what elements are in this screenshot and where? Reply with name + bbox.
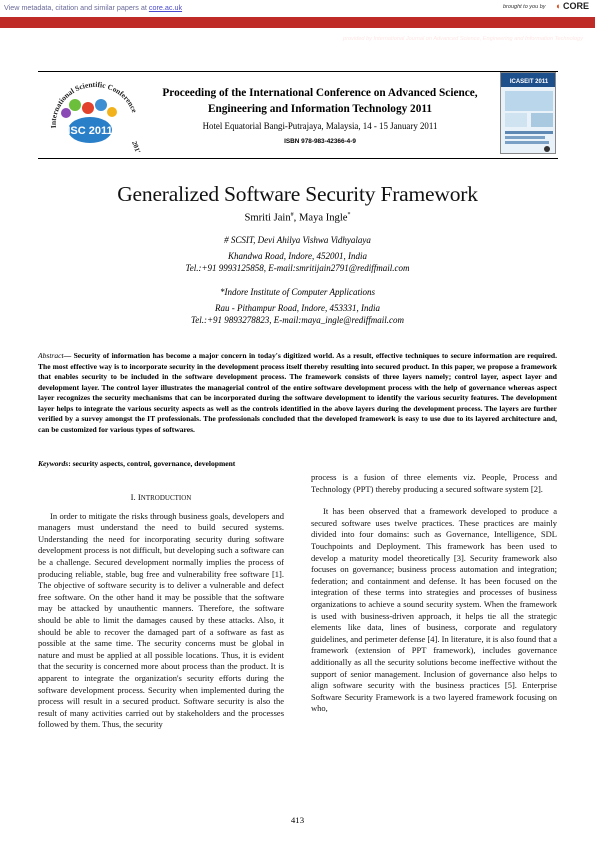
author-1: Smriti Jain xyxy=(244,212,291,224)
section-title-rest: NTRODUCTION xyxy=(140,494,192,502)
logo-main-text: ISC 2011 xyxy=(67,125,113,137)
author-2-mark: * xyxy=(347,212,351,218)
author-2: , Maya Ingle xyxy=(293,212,348,224)
keywords-body: : security aspects, control, governance, development xyxy=(68,459,236,468)
logo-figure-purple xyxy=(61,108,71,118)
affiliation-2-line1: *Indore Institute of Computer Applications xyxy=(220,287,375,297)
provided-by-link[interactable]: provided by International Journal on Advanced Science, Engineering and Information Technology xyxy=(343,35,583,42)
conference-isbn: ISBN 978-983-42366-4-9 xyxy=(284,138,356,145)
keywords xyxy=(38,459,557,468)
logo-figure-green xyxy=(69,99,81,111)
paragraph-gap xyxy=(311,495,557,506)
paper-title: Generalized Software Security Framework xyxy=(117,182,478,206)
conference-title-line1: Proceeding of the International Conference on Advanced Science, xyxy=(162,87,478,99)
brought-by-text: brought to you by xyxy=(503,4,546,10)
header-rule-bottom xyxy=(38,158,558,159)
right-paragraph-1: It has been observed that a framework developed to produce a secured software uses twelve practices. These practices are mainly divided into four domains: such as Governance, Intelligence, SDL Touchpoints and Deployment. This framework has been used to develop a maturity model theoretically [3]. Security framework also focuses on governance; business process automation and integration; federation; and containment and defense. It has been focused on the integration of these terms into strategies and processes of business organizations to achieve a sound security system. When the framework is used with business-driven approach, it helps tie all the strategic elements like data, lines of business, corporate and regulatory guidelines, and perimeter defense [4]. In literature, it is also found that a framework (extension of PPT framework), includes governance additionally as all the security solutions become ineffective without the support of senior management. Inclusion of governance also helps to align software security with the business practices [5]. Enterprise Software Security Framework is a two layered framework focusing on who, xyxy=(311,506,557,714)
affiliation-2 xyxy=(0,286,595,327)
logo-figure-red xyxy=(82,102,94,114)
conference-venue: Hotel Equatorial Bangi-Putrajaya, Malaysia, 14 - 15 January 2011 xyxy=(202,121,438,131)
conference-title-line2: Engineering and Information Technology 2011 xyxy=(207,102,433,115)
section-heading xyxy=(38,492,284,505)
abstract xyxy=(38,351,557,435)
paper-authors xyxy=(0,212,595,224)
view-link-prefix: View metadata, citation and similar papers at xyxy=(4,3,149,12)
core-logo[interactable] xyxy=(555,1,589,11)
abstract-body: — Security of information has become a major concern in today's digitized world. As a result, effective techniques to secure information are required. The most effective way is to incorporate security in the development process itself thereby resulting into secured product. In this paper, we propose a framework that enables security to be included in the software development process. The framework consists of three layers namely; control layer, aspect layer and development layer. The control layer illustrates the managerial control of the entire software development process with the help of governance whereas aspect layer recognizes the security mechanisms that can be incorporated during the software development to identify the various security features. The development layer helps to integrate the various security aspects as well as the controls identified in the above layers during the development process. The layers are further verified by a survey amongst the IT professionals. The professionals concluded that the developed framework is easy to use due to its layered architecture and, can be customized for various types of softwares. xyxy=(38,351,557,434)
affiliation-1-line3: Tel.:+91 9993125858, E-mail:smritijain2791@rediffmail.com xyxy=(185,263,410,274)
right-paragraph-0: process is a fusion of three elements viz. People, Process and Technology (PPT) thereby producing a secured software system [2]. xyxy=(311,472,557,494)
conference-title xyxy=(146,86,494,117)
core-logo-icon: ◖ xyxy=(555,1,561,11)
affiliation-1-line2: Khandwa Road, Indore, 452001, India xyxy=(228,251,367,262)
conference-logo xyxy=(38,80,144,152)
intro-paragraph-1: In order to mitigate the risks through business goals, developers and managers must understand the need to build secured systems. Understanding the need for incorporating security during software development process is not difficult, but developing such a software can be a challenge. Secured development normally implies the process of producing reliable, stable, bug free and vulnerability free software [1]. The objective of software security is to deliver a vulnerable and defect free software. On the other hand it may be possible that the software may be attacked by unauthentic manners. Therefore, the software should be able to limit the damages caused by these attacks. Also, it should be able to recover the damaged part of a software as fast as possible at the same time. The security concerns must be global in nature and must be applied at all possible locations. Thus, it is evident that the security is concerned more about process than the product. It is apparent to integrate the organization's security efforts during the software development process. Security when implemented during the process will result in a secured product. Software security is also the result of many activities carried out by stakeholders and the processes followed by them. Thus, the security xyxy=(38,510,284,730)
proceedings-cover-graphic xyxy=(501,73,556,154)
keywords-label: Keywords xyxy=(38,459,69,468)
right-column xyxy=(311,472,557,715)
core-banner xyxy=(0,0,595,17)
page-number: 413 xyxy=(290,815,305,825)
core-site-link[interactable]: core.ac.uk xyxy=(148,3,183,12)
view-metadata-link[interactable] xyxy=(4,3,182,12)
cover-label: ICASEIT 2011 xyxy=(509,79,549,85)
logo-ring-text: International Scientific Conference xyxy=(48,80,140,129)
author-1-mark: # xyxy=(290,212,294,218)
section-title-initial: I xyxy=(137,492,141,502)
section-number: I. xyxy=(130,492,136,502)
affiliation-1 xyxy=(0,234,595,275)
core-logo-text: CORE xyxy=(562,1,589,11)
affiliation-2-line2: Rau - Pithampur Road, Indore, 453331, India xyxy=(215,303,380,314)
conference-logo-graphic xyxy=(38,80,144,152)
header-rule-top xyxy=(38,71,558,72)
affiliation-2-line3: Tel.:+91 9893278823, E-mail:maya_ingle@rediffmail.com xyxy=(191,315,404,326)
provided-by-strip xyxy=(0,17,595,42)
abstract-label: Abstract xyxy=(38,351,64,360)
logo-year-text: 2011 xyxy=(130,139,143,152)
logo-figure-yellow xyxy=(107,107,117,117)
left-column xyxy=(38,492,284,731)
affiliation-1-line1: # SCSIT, Devi Ahilya Vishwa Vidhyalaya xyxy=(224,235,371,245)
logo-figure-blue xyxy=(95,99,107,111)
proceedings-cover-image xyxy=(500,72,556,154)
